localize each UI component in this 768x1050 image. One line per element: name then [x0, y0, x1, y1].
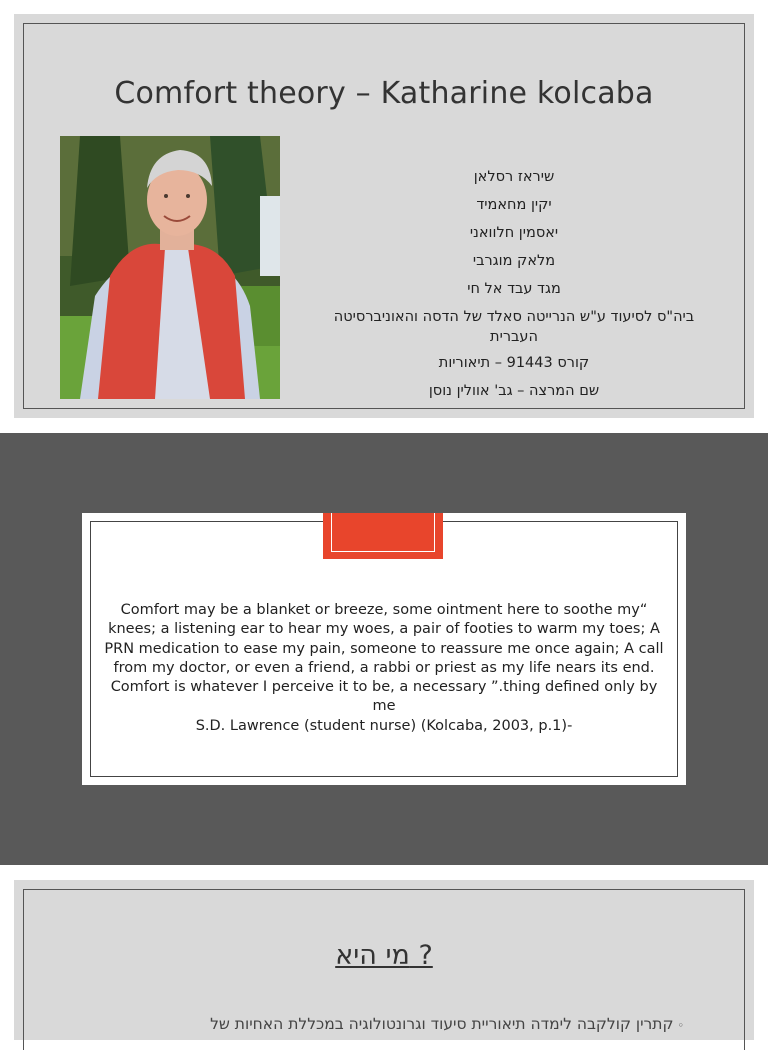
slide-heading: מי היא ? — [335, 940, 433, 971]
team-member-name: יקין מחאמיד — [476, 197, 552, 213]
bullet-text: קתרין קולקבה לימדה תיאוריית סיעוד וגרונטולוגיה במכללת האחיות של — [210, 1015, 674, 1033]
slide-frame — [23, 889, 745, 1050]
quote-slide — [0, 433, 768, 865]
team-member-name: מגד עבד אל חי — [467, 281, 561, 297]
accent-tab-inner — [331, 513, 435, 552]
lecturer-name: שם המרצה – גב' אוולין נוסן — [428, 383, 600, 399]
team-member-name: שיראז רסלאן — [473, 169, 555, 185]
institution-name: ביה"ס לסיעוד ע"ש הנרייטה סאלד של הדסה והאוניברסיטה העברית — [333, 309, 695, 345]
course-info: קורס 91443 – תיאוריות — [438, 355, 590, 371]
portrait-illustration — [60, 136, 280, 399]
team-member-name: מלאק מוגרבי — [472, 253, 556, 269]
bullet-item — [64, 1015, 684, 1033]
accent-tab — [323, 513, 443, 559]
slide-frame — [23, 23, 745, 409]
team-info — [314, 167, 714, 409]
quote-block — [104, 601, 664, 736]
title-slide — [14, 14, 754, 418]
bullet-marker: ◦ — [677, 1019, 684, 1032]
quote-text: Comfort may be a blanket or breeze, some ointment here to soothe my“ knees; a listening ear to hear my woes, a pair of footies to warm my toes; A PRN medication to ease my pain, someone to reassure me once again; A call from my doctor, or even a friend, a rabbi or priest as my life nears its end. Comfort is whatever I perceive it to be, a necessary ”.thing defined only by me — [104, 602, 664, 715]
who-is-she-slide — [14, 880, 754, 1040]
quote-card — [82, 513, 686, 785]
slide-title: Comfort theory – Katharine kolcaba — [114, 76, 654, 111]
portrait-photo — [60, 136, 280, 399]
team-member-name: יאסמין חלוואני — [469, 225, 559, 241]
quote-citation: S.D. Lawrence (student nurse) (Kolcaba, 2003, p.1)- — [195, 717, 573, 734]
